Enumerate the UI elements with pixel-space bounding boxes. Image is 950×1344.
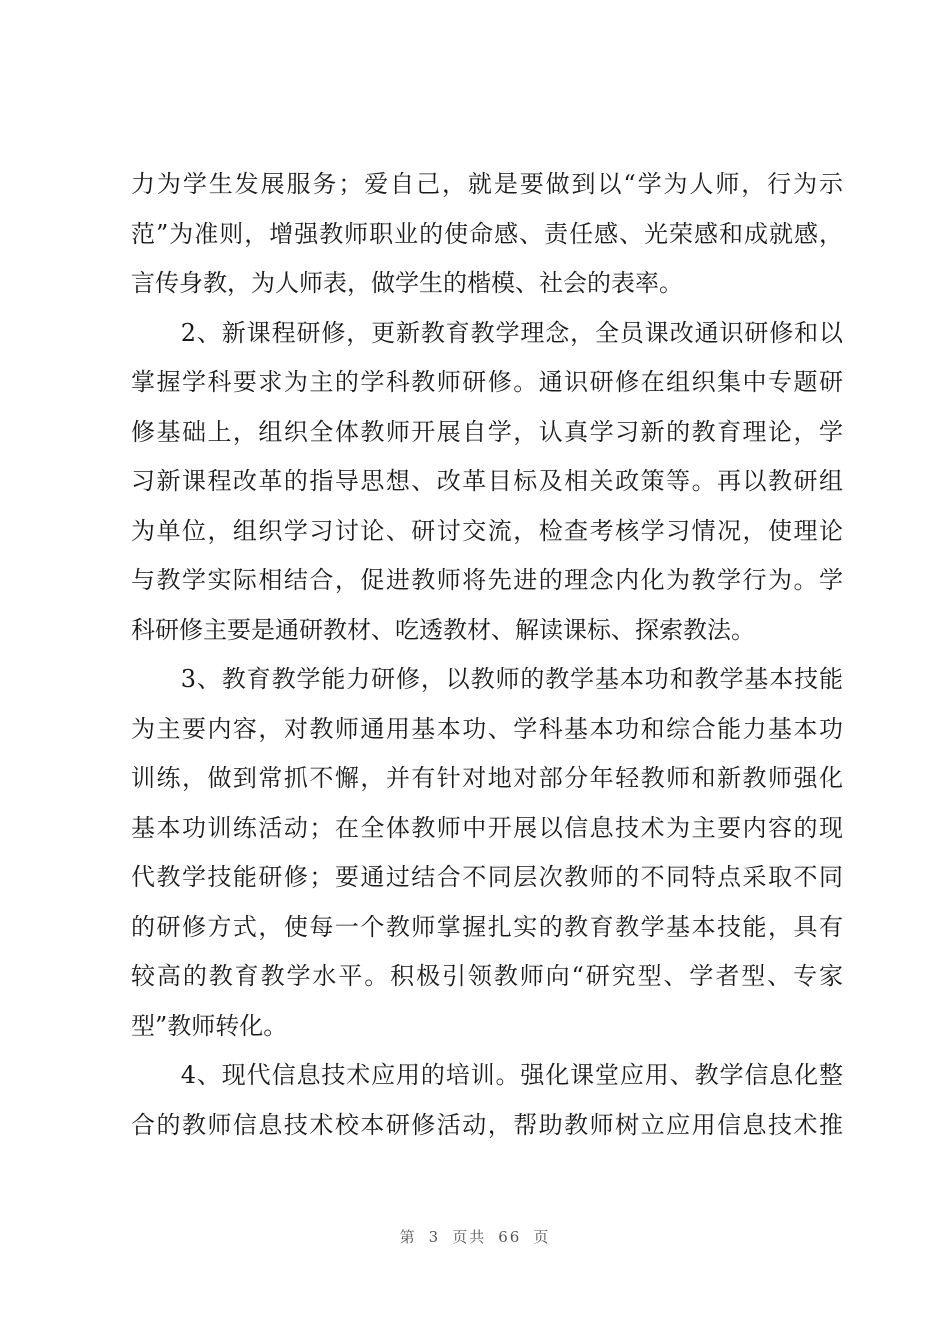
- text-line: 范”为准则，增强教师职业的使命感、责任感、光荣感和成就感，: [131, 219, 843, 248]
- text-line: 为主要内容，对教师通用基本功、学科基本功和综合能力基本功: [131, 714, 843, 743]
- text-line: 修基础上，组织全体教师开展自学，认真学习新的教育理论，学: [131, 417, 843, 446]
- text-line: 习新课程改革的指导思想、改革目标及相关政策等。再以教研组: [131, 467, 843, 495]
- document-body: [131, 160, 843, 1150]
- text-line: 言传身教，为人师表，做学生的楷模、社会的表率。: [131, 269, 683, 297]
- text-line: 型”教师转化。: [131, 1011, 288, 1040]
- text-line: 基本功训练活动；在全体教师中开展以信息技术为主要内容的现: [131, 813, 843, 842]
- text-line: 的研修方式，使每一个教师掌握扎实的教育教学基本技能，具有: [131, 912, 843, 941]
- text-line: 科研修主要是通研教材、吃透教材、解读课标、探索教法。: [131, 615, 755, 644]
- footer-suffix: 页: [533, 1228, 551, 1246]
- text-line: 训练，做到常抓不懈，并有针对地对部分年轻教师和新教师强化: [131, 764, 843, 792]
- text-line: 代教学技能研修；要通过结合不同层次教师的不同特点采取不同: [131, 863, 843, 891]
- text-line: 2、新课程研修，更新教育教学理念，全员课改通识研修和以: [131, 318, 843, 347]
- text-line: 与教学实际相结合，促进教师将先进的理念内化为教学行为。学: [131, 566, 843, 594]
- footer-prefix: 第: [399, 1228, 417, 1246]
- footer-middle: 页共: [452, 1228, 487, 1246]
- text-line: 合的教师信息技术校本研修活动，帮助教师树立应用信息技术推: [131, 1110, 843, 1139]
- page-total: 66: [498, 1228, 522, 1246]
- text-line: 3、教育教学能力研修，以教师的教学基本功和教学基本技能: [131, 665, 843, 693]
- text-line: 为单位，组织学习讨论、研讨交流，检查考核学习情况，使理论: [131, 516, 843, 545]
- page-footer: [0, 1226, 950, 1247]
- text-line: 4、现代信息技术应用的培训。强化课堂应用、教学信息化整: [131, 1061, 843, 1089]
- text-line: 较高的教育教学水平。积极引领教师向“研究型、学者型、专家: [131, 962, 843, 990]
- page-number: 3: [428, 1228, 441, 1246]
- text-line: 力为学生发展服务；爱自己，就是要做到以“学为人师，行为示: [131, 170, 843, 198]
- text-line: 掌握学科要求为主的学科教师研修。通识研修在组织集中专题研: [131, 368, 843, 396]
